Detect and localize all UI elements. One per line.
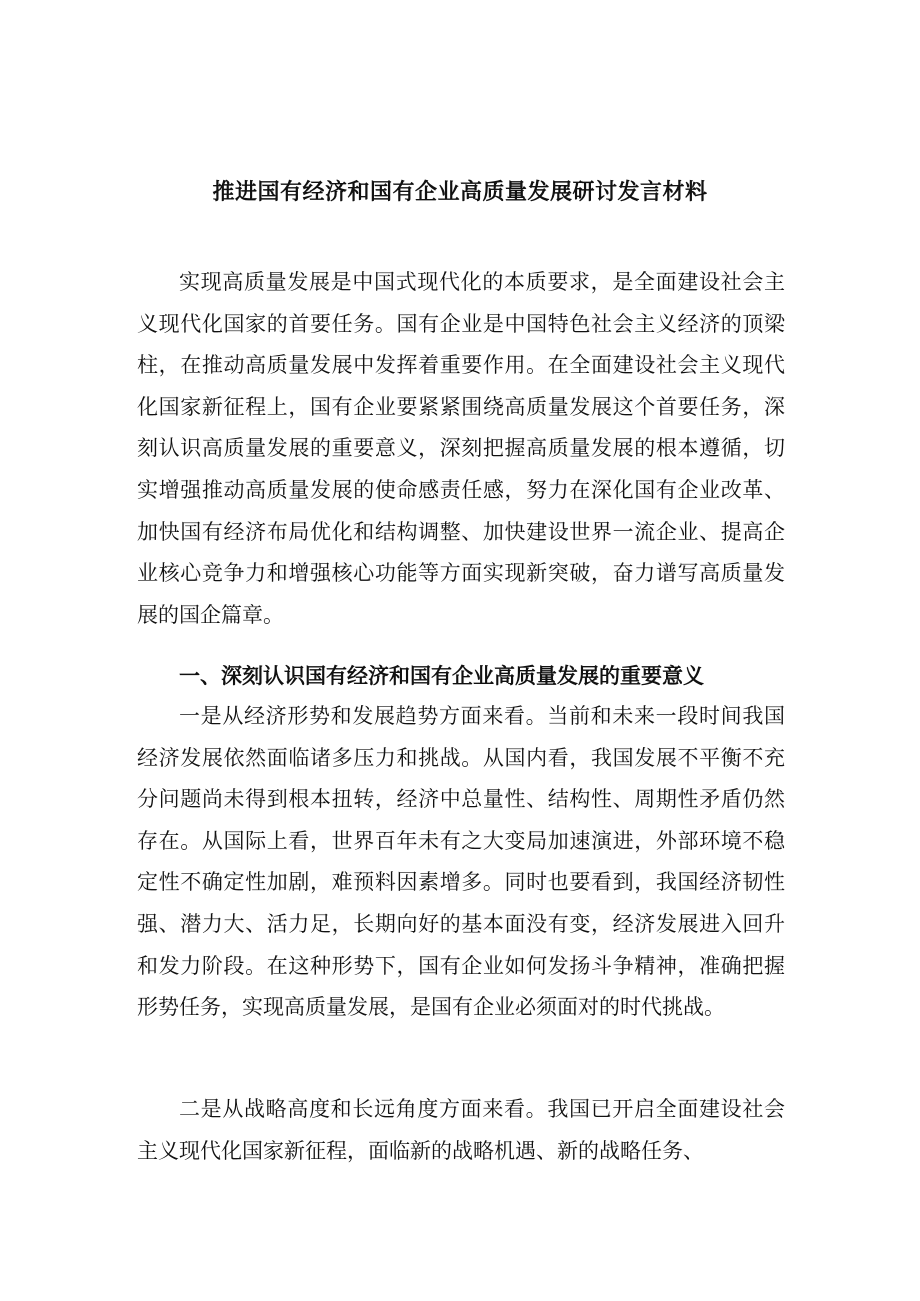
section-heading: 一、深刻认识国有经济和国有企业高质量发展的重要意义 bbox=[179, 664, 704, 688]
document-title: 推进国有经济和国有企业高质量发展研讨发言材料 bbox=[212, 180, 708, 205]
paragraph-strategic-perspective: 二是从战略高度和长远角度方面来看。我国已开启全面建设社会主义现代化国家新征程，面临新的战略机遇、新的战略任务、 bbox=[137, 1097, 785, 1163]
paragraph-economic-situation: 一是从经济形势和发展趋势方面来看。当前和未来一段时间我国经济发展依然面临诸多压力和挑战。从国内看，我国发展不平衡不充分问题尚未得到根本扭转，经济中总量性、结构性、周期性矛盾仍然存在。从国际上看，世界百年未有之大变局加速演进，外部环境不稳定性不确定性加剧，难预料因素增多。同时也要看到，我国经济韧性强、潜力大、活力足，长期向好的基本面没有变，经济发展进入回升和发力阶段。在这种形势下，国有企业如何发扬斗争精神，准确把握形势任务，实现高质量发展，是国有企业必须面对的时代挑战。 bbox=[137, 704, 785, 1020]
intro-paragraph: 实现高质量发展是中国式现代化的本质要求，是全面建设社会主义现代化国家的首要任务。国有企业是中国特色社会主义经济的顶梁柱，在推动高质量发展中发挥着重要作用。在全面建设社会主义现代化国家新征程上，国有企业要紧紧围绕高质量发展这个首要任务，深刻认识高质量发展的重要意义，深刻把握高质量发展的根本遵循，切实增强推动高质量发展的使命感责任感，努力在深化国有企业改革、加快国有经济布局优化和结构调整、加快建设世界一流企业、提高企业核心竞争力和增强核心功能等方面实现新突破，奋力谱写高质量发展的国企篇章。 bbox=[137, 270, 785, 627]
